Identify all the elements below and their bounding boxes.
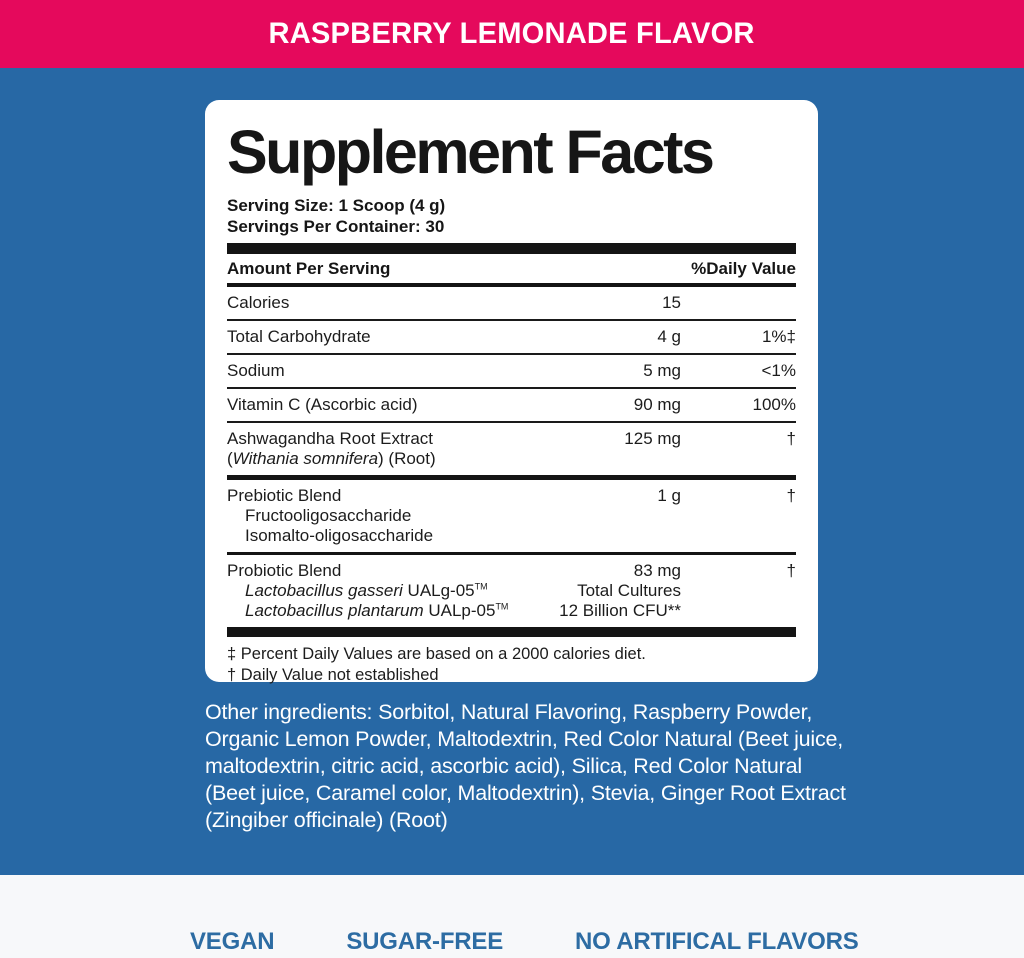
divider-thick-top [227, 243, 796, 254]
table-row-prebiotic-blend [227, 480, 796, 555]
other-ingredients [205, 699, 845, 834]
nutrient-dv: † [786, 429, 796, 448]
table-row-calories [227, 287, 796, 321]
badge-no-artificial-flavors: NO ARTIFICAL FLAVORS [575, 928, 859, 955]
other-ingredients-line: Organic Lemon Powder, Maltodextrin, Red Color Natural (Beet juice, [205, 727, 844, 751]
column-amount-per-serving: Amount Per Serving [227, 259, 391, 278]
table-row-ashwagandha [227, 423, 796, 480]
divider-thick-bottom [227, 627, 796, 637]
blend-strain-2: Lactobacillus plantarum UALp-05™ [245, 601, 509, 620]
supplement-facts-panel [205, 100, 818, 682]
blend-name: Prebiotic Blend [227, 486, 342, 505]
nutrient-name: Vitamin C (Ascorbic acid) [227, 395, 418, 414]
nutrient-name: Sodium [227, 361, 285, 380]
footnote-daily-value-basis: ‡ Percent Daily Values are based on a 2000 calories diet. [227, 645, 646, 663]
nutrient-name [227, 429, 531, 469]
nutrient-dv: <1% [761, 361, 796, 380]
flavor-banner-label: RASPBERRY LEMONADE FLAVOR [268, 17, 756, 50]
badge-vegan: VEGAN [190, 928, 275, 955]
blend-name: Probiotic Blend [227, 561, 342, 580]
nutrient-name [227, 486, 531, 546]
nutrient-dv: † [786, 486, 796, 505]
nutrient-name: Total Carbohydrate [227, 327, 371, 346]
nutrient-amount: 1 g [657, 486, 681, 505]
probiotic-total-cultures: Total Cultures [577, 581, 681, 600]
nutrient-amount: 5 mg [643, 361, 681, 380]
table-row-total-carbohydrate [227, 321, 796, 355]
probiotic-cfu: 12 Billion CFU** [559, 601, 681, 620]
table-row-sodium [227, 355, 796, 389]
nutrient-amount [531, 561, 681, 621]
blend-ingredient-1: Fructooligosaccharide [245, 506, 412, 525]
claims-strip [0, 875, 1024, 958]
nutrient-dv: † [786, 561, 796, 580]
nutrient-name-line1: Ashwagandha Root Extract [227, 429, 434, 448]
other-ingredients-line: maltodextrin, citric acid, ascorbic acid), Silica, Red Color Natural [205, 754, 802, 778]
nutrient-amount: 125 mg [624, 429, 681, 448]
footnote-not-established: † Daily Value not established [227, 666, 439, 684]
nutrient-name [227, 561, 531, 621]
trademark-symbol: TM [474, 581, 488, 592]
table-row-vitamin-c [227, 389, 796, 423]
servings-per-container: Servings Per Container: 30 [227, 217, 445, 236]
claims-row [0, 875, 1024, 956]
table-row-probiotic-blend [227, 555, 796, 627]
nutrient-amount: 4 g [657, 327, 681, 346]
trademark-symbol: TM [495, 601, 509, 612]
footnotes [227, 644, 796, 686]
nutrient-amount: 15 [662, 293, 681, 312]
other-ingredients-line: Other ingredients: Sorbitol, Natural Flavoring, Raspberry Powder, [205, 700, 813, 724]
nutrient-dv: 1%‡ [761, 327, 796, 346]
panel-title: Supplement Facts [227, 118, 713, 186]
probiotic-amount: 83 mg [633, 561, 681, 580]
column-daily-value: %Daily Value [691, 259, 796, 278]
nutrient-name: Calories [227, 293, 290, 312]
serving-size: Serving Size: 1 Scoop (4 g) [227, 196, 446, 215]
badge-sugar-free: SUGAR-FREE [346, 928, 504, 955]
flavor-banner [0, 0, 1024, 68]
other-ingredients-line: (Beet juice, Caramel color, Maltodextrin), Stevia, Ginger Root Extract [205, 781, 846, 805]
nutrient-name-line2: (Withania somnifera) (Root) [227, 449, 436, 468]
nutrient-dv: 100% [752, 395, 796, 414]
latin-name: Withania somnifera [232, 449, 379, 468]
blend-ingredient-2: Isomalto-oligosaccharide [245, 526, 434, 545]
nutrient-amount: 90 mg [633, 395, 681, 414]
blend-strain-1: Lactobacillus gasseri UALg-05™ [245, 581, 488, 600]
table-header [227, 254, 796, 287]
nutrient-dv [681, 293, 796, 313]
other-ingredients-line: (Zingiber officinale) (Root) [205, 808, 448, 832]
